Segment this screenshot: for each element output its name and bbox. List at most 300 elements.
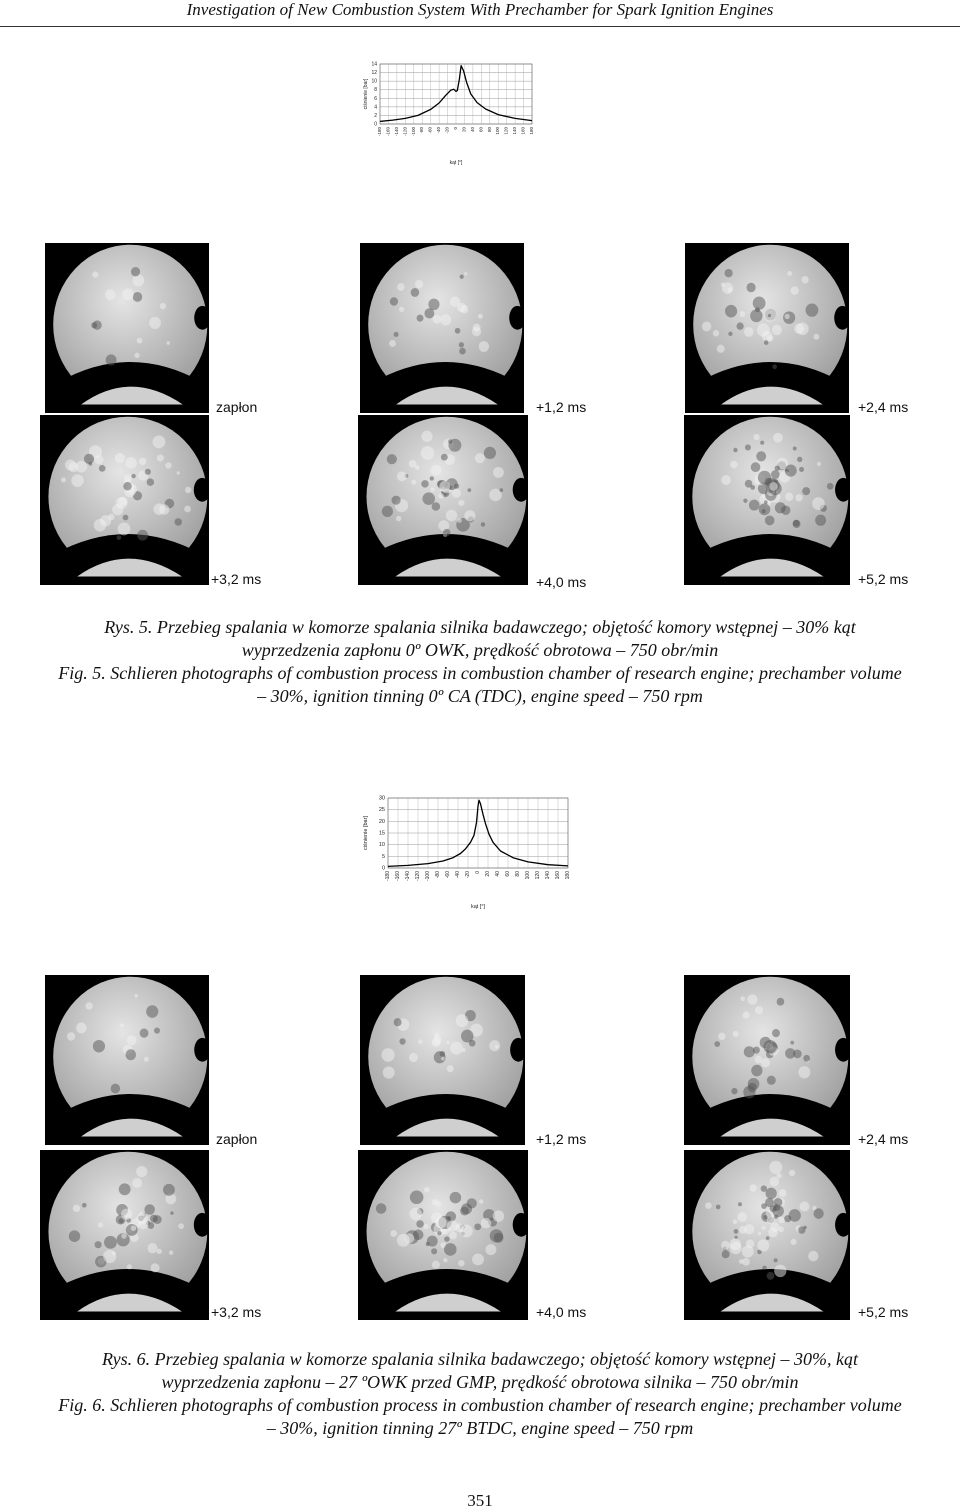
flame-texture (713, 330, 719, 336)
flame-texture (753, 1047, 760, 1054)
flame-texture (450, 1041, 463, 1054)
x-tick-label: -40 (436, 127, 442, 134)
flame-texture (756, 451, 766, 461)
x-tick-label: -80 (419, 127, 425, 134)
caption-pl-line: wyprzedzenia zapłonu – 27 ºOWK przed GMP, prędkość obrotowa silnika – 750 obr/min (161, 1372, 799, 1392)
flame-texture (785, 493, 793, 502)
flame-texture (458, 1260, 464, 1266)
flame-texture (433, 315, 442, 324)
flame-texture (812, 497, 825, 510)
photo-image (358, 415, 528, 585)
y-tick-label: 8 (374, 87, 377, 94)
flame-texture (455, 328, 461, 334)
flame-texture (422, 492, 435, 505)
flame-texture (467, 488, 471, 492)
flame-texture (499, 488, 503, 492)
flame-texture (484, 447, 496, 459)
flame-texture (165, 462, 171, 468)
figure6-caption (0, 1348, 960, 1440)
flame-texture (123, 482, 131, 491)
schlieren-photo-fig6-5 (358, 1150, 528, 1320)
flame-texture (733, 448, 737, 452)
flame-texture (432, 1199, 438, 1205)
pressure-chart-fig6-svg (358, 788, 580, 910)
schlieren-photo-fig5-6 (684, 415, 850, 585)
flame-texture (131, 267, 140, 277)
flame-texture (391, 496, 400, 505)
y-axis-label: ciśnienie [bar] (363, 78, 369, 110)
flame-texture (772, 325, 782, 336)
flame-texture (160, 303, 166, 309)
flame-texture (768, 314, 771, 317)
flame-texture (397, 1234, 410, 1247)
x-tick-label: -60 (427, 127, 433, 134)
flame-texture (758, 1232, 761, 1235)
flame-texture (765, 515, 775, 525)
flame-texture (767, 1272, 775, 1280)
flame-texture (69, 1230, 80, 1242)
flame-texture (106, 354, 117, 365)
flame-texture (178, 1223, 184, 1229)
y-tick-label: 30 (378, 795, 385, 802)
flame-texture (772, 1029, 780, 1037)
schlieren-photo-fig5-2 (360, 243, 524, 413)
flame-texture (127, 1035, 137, 1045)
caption-en-line: Fig. 5. Schlieren photographs of combustion process in combustion chamber of research engine; prechamber volume (58, 663, 902, 683)
flame-texture (390, 297, 398, 306)
flame-texture (157, 454, 164, 461)
flame-texture (747, 283, 756, 293)
flame-texture (383, 1066, 395, 1078)
flame-texture (791, 1239, 797, 1245)
flame-texture (731, 1088, 737, 1094)
flame-texture (806, 304, 819, 317)
flame-texture (737, 1212, 747, 1222)
flame-texture (397, 283, 405, 291)
flame-texture (460, 305, 468, 314)
flame-texture (105, 289, 115, 300)
photo-label: +1,2 ms (536, 1131, 587, 1147)
flame-texture (151, 1263, 160, 1272)
y-tick-label: 12 (371, 70, 377, 77)
flame-texture (472, 327, 481, 337)
flame-texture (134, 994, 138, 998)
photo-image (684, 975, 850, 1145)
caption-pl-line: wyprzedzenia zapłonu 0º OWK, prędkość obrotowa – 750 obr/min (241, 640, 719, 660)
flame-texture (777, 998, 785, 1006)
flame-texture (394, 1018, 402, 1026)
photo-image (360, 243, 524, 413)
caption-en-line: Fig. 6. Schlieren photographs of combustion process in combustion chamber of research engine; prechamber volume (58, 1395, 902, 1415)
flame-texture (421, 431, 432, 442)
flame-texture (92, 271, 98, 277)
flame-texture (410, 1208, 423, 1221)
flame-texture (794, 323, 804, 334)
flame-texture (808, 1251, 818, 1262)
flame-texture (112, 1251, 116, 1255)
flame-texture (439, 481, 450, 492)
flame-texture (399, 1038, 405, 1044)
flame-texture (166, 341, 170, 345)
photo-image (685, 243, 849, 413)
y-tick-label: 20 (378, 818, 385, 825)
flame-texture (750, 309, 762, 322)
flame-texture (421, 446, 435, 460)
flame-texture (744, 1224, 754, 1234)
flame-texture (761, 1203, 767, 1209)
flame-texture (418, 1039, 423, 1044)
flame-texture (137, 530, 148, 541)
flame-texture (133, 292, 143, 302)
x-tick-label: 180 (529, 127, 534, 135)
caption-en-line: – 30%, ignition tinning 0º CA (TDC), engine speed – 750 rpm (257, 686, 703, 706)
x-tick-label: 160 (520, 127, 526, 135)
schlieren-photo-fig5-4 (40, 415, 209, 585)
flame-texture (801, 276, 808, 283)
y-axis-label: ciśnienie [bar] (363, 816, 369, 850)
x-tick-label: 80 (515, 871, 521, 877)
flame-texture (762, 331, 772, 342)
schlieren-photo-fig6-6 (684, 1150, 850, 1320)
flame-texture (766, 1188, 777, 1200)
x-tick-label: 100 (495, 127, 501, 135)
flame-texture (757, 1239, 769, 1251)
flame-texture (150, 1215, 158, 1223)
flame-texture (784, 1215, 791, 1222)
photo-label: +5,2 ms (858, 571, 909, 587)
flame-texture (478, 314, 483, 319)
photo-label: +5,2 ms (858, 1304, 909, 1320)
flame-texture (721, 282, 725, 286)
flame-texture (137, 338, 143, 344)
flame-texture (790, 1041, 794, 1045)
flame-texture (739, 311, 745, 317)
x-axis-label: kąt [°] (470, 904, 486, 910)
flame-texture (762, 1266, 766, 1270)
flame-texture (136, 1213, 147, 1225)
flame-texture (759, 503, 771, 515)
flame-texture (441, 1057, 445, 1061)
flame-texture (144, 1204, 154, 1215)
flame-texture (184, 506, 191, 513)
flame-texture (736, 322, 743, 329)
photo-image (684, 1150, 850, 1320)
flame-texture (769, 1177, 779, 1187)
flame-texture (430, 465, 441, 476)
flame-texture (744, 327, 754, 337)
flame-texture (444, 1243, 457, 1256)
flame-texture (745, 444, 751, 450)
flame-texture (460, 274, 464, 278)
flame-texture (461, 1048, 465, 1052)
flame-texture (159, 504, 169, 515)
flame-texture (119, 1183, 131, 1195)
flame-texture (446, 510, 458, 522)
flame-texture (132, 1178, 142, 1188)
flame-texture (721, 475, 731, 485)
flame-texture (131, 1225, 136, 1230)
flame-texture (376, 1203, 387, 1214)
flame-texture (440, 314, 451, 325)
flame-texture (761, 1058, 770, 1067)
flame-texture (450, 1192, 462, 1204)
flame-texture (490, 1229, 503, 1242)
flame-texture (73, 1205, 80, 1212)
schlieren-photo-fig6-1 (45, 975, 209, 1145)
schlieren-photo-fig6-2 (360, 975, 525, 1145)
flame-texture (65, 460, 76, 471)
photo-label: +2,4 ms (858, 399, 909, 415)
photo-image (45, 975, 209, 1145)
flame-texture (443, 529, 450, 536)
schlieren-photo-fig5-1 (45, 243, 209, 413)
flame-texture (452, 489, 461, 498)
flame-texture (410, 1190, 424, 1204)
header-rule (0, 26, 960, 27)
flame-texture (479, 341, 489, 352)
x-tick-label: 0 (475, 871, 481, 874)
flame-texture (147, 1243, 157, 1253)
flame-texture (793, 520, 800, 527)
flame-texture (743, 1012, 750, 1019)
caption-en-line: – 30%, ignition tinning 27º BTDC, engine speed – 750 rpm (266, 1418, 694, 1438)
flame-texture (751, 462, 761, 472)
photo-label: +2,4 ms (858, 1131, 909, 1147)
flame-texture (472, 1254, 484, 1266)
flame-texture (175, 518, 182, 525)
flame-texture (95, 1241, 102, 1248)
flame-texture (421, 480, 428, 487)
y-tick-label: 25 (378, 807, 385, 814)
flame-texture (733, 1031, 739, 1037)
flame-texture (417, 315, 424, 322)
x-tick-label: -20 (465, 871, 471, 879)
flame-texture (762, 1226, 766, 1230)
flame-texture (115, 453, 125, 463)
x-tick-label: 120 (535, 871, 541, 880)
flame-texture (827, 483, 834, 490)
flame-texture (147, 478, 154, 485)
flame-texture (728, 332, 732, 336)
flame-texture (797, 457, 802, 462)
flame-texture (387, 454, 397, 464)
flame-texture (111, 1084, 121, 1094)
flame-texture (94, 519, 107, 532)
x-tick-label: -120 (402, 127, 408, 137)
x-tick-label: 40 (495, 871, 501, 877)
flame-texture (112, 504, 123, 515)
flame-texture (764, 1040, 777, 1054)
flame-texture (121, 1233, 126, 1238)
x-tick-label: 60 (505, 871, 511, 877)
flame-texture (460, 1207, 469, 1216)
flame-texture (456, 1014, 469, 1027)
flame-texture (423, 1224, 428, 1229)
flame-texture (716, 1205, 721, 1210)
flame-texture (743, 498, 747, 502)
flame-texture (464, 272, 467, 275)
pressure-chart-fig6 (358, 788, 580, 910)
flame-texture (381, 1048, 394, 1062)
flame-texture (753, 297, 766, 310)
flame-texture (798, 1066, 810, 1078)
flame-texture (772, 364, 777, 369)
running-header: Investigation of New Combustion System With Prechamber for Spark Ignition Engines (186, 0, 774, 19)
schlieren-photo-fig5-3 (685, 243, 849, 413)
flame-texture (474, 1223, 481, 1230)
flame-texture (479, 1199, 483, 1203)
flame-texture (734, 1229, 739, 1234)
flame-texture (443, 1258, 447, 1262)
flame-texture (751, 1065, 762, 1077)
flame-texture (744, 1046, 755, 1057)
flame-texture (767, 1216, 775, 1224)
flame-texture (126, 1049, 136, 1060)
flame-texture (745, 480, 753, 488)
flame-texture (775, 502, 786, 513)
y-tick-label: 10 (371, 78, 377, 85)
flame-texture (127, 1264, 132, 1269)
flame-texture (738, 1202, 742, 1206)
flame-texture (146, 1005, 158, 1018)
flame-texture (145, 469, 151, 475)
x-tick-label: 140 (545, 871, 551, 880)
caption-pl-line: Rys. 6. Przebieg spalania w komorze spalania silnika badawczego; objętość komory wstępnej – 30%, kąt (101, 1349, 859, 1369)
flame-texture (795, 494, 802, 501)
flame-texture (742, 1245, 754, 1257)
flame-texture (793, 446, 797, 450)
flame-texture (702, 322, 712, 332)
flame-texture (705, 1202, 712, 1209)
flame-texture (134, 353, 139, 358)
y-tick-label: 6 (374, 95, 377, 102)
flame-texture (432, 502, 441, 511)
x-tick-label: 180 (565, 871, 571, 880)
flame-texture (761, 1185, 767, 1191)
flame-texture (464, 510, 475, 521)
flame-texture (460, 1224, 473, 1237)
flame-texture (722, 1250, 730, 1258)
flame-texture (459, 348, 466, 355)
flame-texture (447, 1065, 454, 1072)
flame-texture (769, 482, 778, 491)
flame-texture (432, 1261, 440, 1269)
x-tick-label: -160 (385, 127, 391, 137)
flame-texture (755, 1006, 763, 1014)
flame-texture (767, 1076, 776, 1085)
flame-texture (714, 1041, 720, 1047)
flame-texture (438, 493, 444, 499)
flame-texture (461, 1030, 474, 1043)
pressure-chart-fig5-svg (360, 56, 540, 166)
x-tick-label: -180 (385, 871, 391, 882)
flame-texture (749, 500, 760, 511)
flame-texture (791, 286, 799, 295)
schlieren-photo-fig5-5 (358, 415, 528, 585)
flame-texture (764, 340, 769, 345)
flame-texture (415, 280, 423, 289)
flame-texture (493, 467, 504, 478)
flame-texture (139, 458, 146, 465)
flame-texture (771, 470, 780, 479)
photo-label: +4,0 ms (536, 574, 587, 590)
flame-texture (798, 1226, 805, 1233)
flame-texture (431, 1248, 437, 1254)
flame-texture (382, 506, 393, 517)
flame-texture (177, 471, 180, 474)
photo-image (45, 243, 209, 413)
x-tick-label: -120 (415, 871, 421, 882)
flame-texture (61, 477, 66, 482)
flame-texture (775, 465, 780, 470)
flame-texture (446, 1041, 449, 1044)
flame-texture (481, 522, 485, 526)
page-number: 351 (467, 1491, 493, 1510)
x-tick-label: 80 (486, 127, 492, 133)
flame-texture (813, 1208, 823, 1219)
photo-image (684, 415, 850, 585)
flame-texture (758, 471, 771, 485)
photo-image (40, 1150, 209, 1320)
flame-texture (803, 1055, 810, 1062)
photo-label: +3,2 ms (211, 1304, 262, 1320)
x-tick-label: 140 (512, 127, 518, 135)
flame-texture (120, 1023, 124, 1027)
flame-texture (725, 269, 733, 278)
x-axis-label: kąt [°] (449, 160, 463, 166)
flame-texture (409, 1053, 418, 1062)
flame-texture (119, 1218, 124, 1223)
flame-texture (747, 994, 757, 1005)
photo-label: zapłon (216, 399, 258, 415)
flame-texture (753, 434, 759, 440)
flame-texture (718, 1033, 725, 1040)
flame-texture (459, 342, 464, 347)
flame-texture (76, 1022, 86, 1033)
flame-texture (424, 1187, 430, 1193)
flame-texture (813, 334, 819, 340)
y-tick-label: 10 (378, 842, 385, 849)
flame-texture (411, 480, 416, 485)
flame-texture (475, 453, 485, 463)
flame-texture (486, 1244, 497, 1255)
flame-texture (409, 460, 417, 468)
photo-label: +3,2 ms (211, 571, 262, 587)
x-tick-label: 160 (555, 871, 561, 880)
flame-texture (725, 305, 737, 318)
flame-texture (427, 1236, 438, 1247)
flame-texture (390, 1230, 397, 1237)
flame-texture (774, 1198, 783, 1207)
flame-texture (779, 1189, 787, 1197)
flame-texture (793, 1049, 802, 1058)
schlieren-photo-fig6-3 (684, 975, 850, 1145)
photo-label: +1,2 ms (536, 399, 587, 415)
flame-texture (117, 535, 122, 540)
flame-texture (67, 1032, 75, 1041)
flame-texture (411, 288, 420, 297)
y-tick-label: 0 (381, 865, 385, 872)
photo-label: +4,0 ms (536, 1304, 587, 1320)
flame-texture (149, 317, 161, 329)
flame-texture (140, 1029, 149, 1038)
flame-texture (136, 1166, 147, 1177)
flame-texture (435, 1217, 447, 1229)
flame-texture (449, 1232, 457, 1240)
flame-texture (740, 996, 745, 1001)
flame-texture (815, 515, 826, 526)
flame-texture (441, 454, 448, 461)
